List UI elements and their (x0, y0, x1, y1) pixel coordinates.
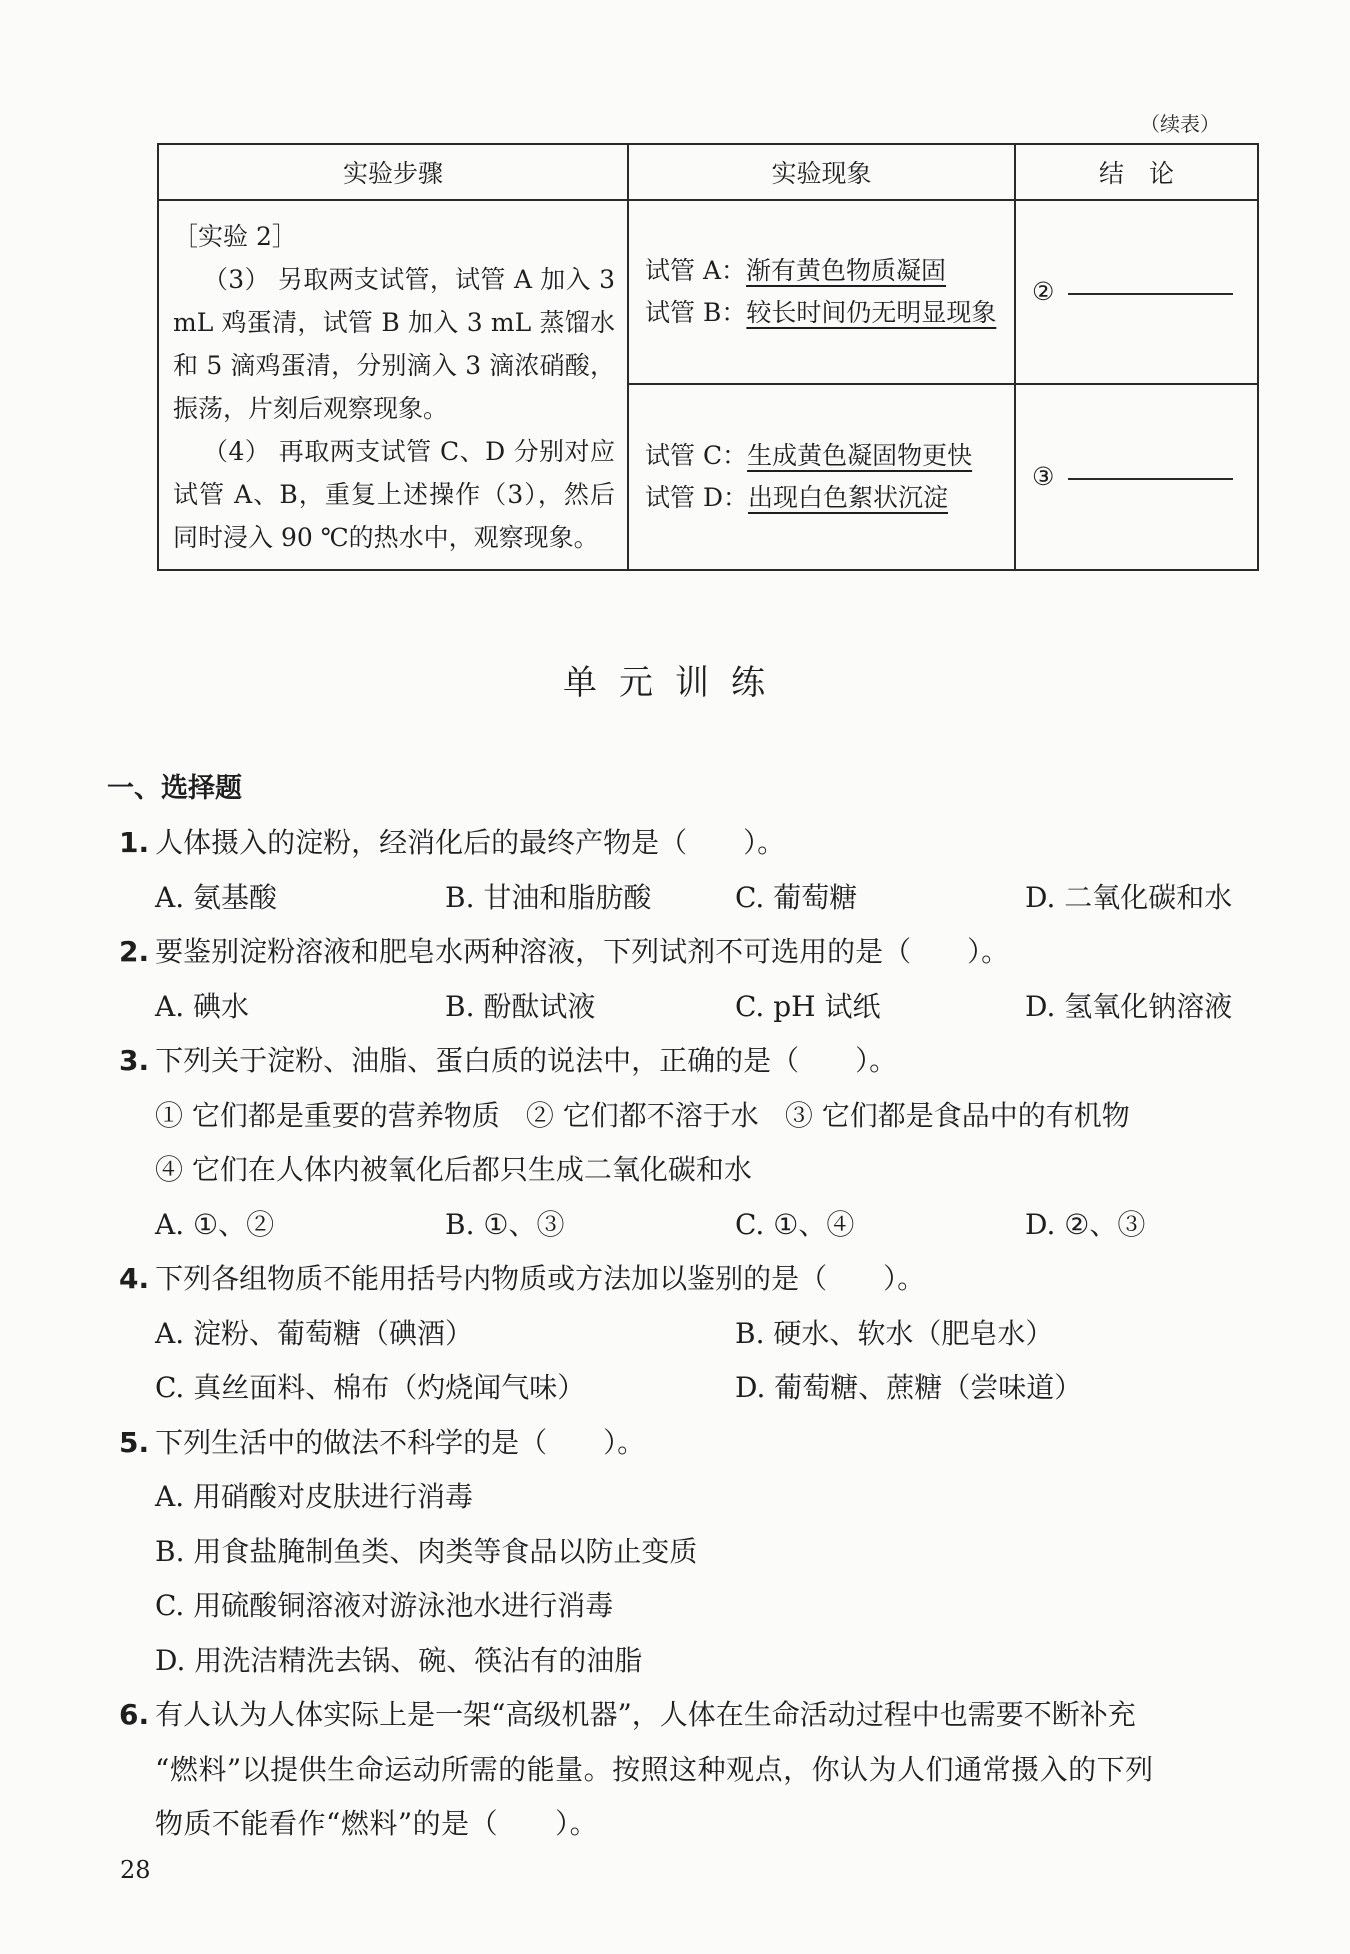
option-b[interactable]: B. 甘油和脂肪酸 (445, 880, 652, 914)
option-c[interactable]: C. 葡萄糖 (735, 880, 858, 914)
observation-answer: 生成黄色凝固物更快 (747, 440, 973, 470)
question-stem-continued: 物质不能看作“燃料”的是（ ）。 (155, 1807, 599, 1840)
answer-blank[interactable] (1068, 292, 1233, 295)
observation-label: 试管 D： (645, 482, 748, 512)
conclusion-mark: ③ (1032, 462, 1055, 492)
conclusion-mark: ② (1032, 277, 1055, 307)
option-c[interactable]: C. ①、④ (735, 1207, 855, 1241)
steps-cell (158, 200, 628, 570)
part-heading: 一、选择题 (107, 773, 242, 804)
question-number: 2. (119, 935, 150, 968)
option-a[interactable]: A. ①、② (155, 1207, 275, 1241)
header-conclusion: 结 论 (1015, 144, 1258, 200)
option-d[interactable]: D. 二氧化碳和水 (1025, 880, 1233, 914)
question-number: 6. (119, 1698, 150, 1731)
option-b[interactable]: B. 用食盐腌制鱼类、肉类等食品以防止变质 (155, 1534, 698, 1568)
option-b[interactable]: B. 硬水、软水（肥皂水） (735, 1316, 1054, 1350)
question-1 (107, 816, 1257, 871)
options-row (107, 980, 1257, 1035)
question-number: 3. (119, 1044, 150, 1077)
step-3-text: （3） 另取两支试管，试管 A 加入 3 mL 鸡蛋清，试管 B 加入 3 mL 蒸馏水和 5 滴鸡蛋清，分别滴入 3 滴浓硝酸，振荡，片刻后观察现象。 (173, 265, 615, 423)
question-5 (107, 1416, 1257, 1471)
options-row (107, 1307, 1257, 1362)
option-a[interactable]: A. 碘水 (155, 989, 250, 1023)
table-row (158, 200, 1258, 384)
observation-label: 试管 C： (645, 440, 748, 470)
option-c[interactable]: C. pH 试纸 (735, 989, 881, 1023)
observation-answer: 较长时间仍无明显现象 (746, 297, 997, 327)
question-stem: 有人认为人体实际上是一架“高级机器”，人体在生命活动过程中也需要不断补充 (155, 1698, 1136, 1731)
table-header-row (158, 144, 1258, 200)
page-number: 28 (120, 1856, 151, 1884)
option-a[interactable]: A. 氨基酸 (155, 880, 278, 914)
conclusion-cell (1015, 384, 1258, 570)
option-b[interactable]: B. 酚酞试液 (445, 989, 596, 1023)
option-a[interactable]: A. 用硝酸对皮肤进行消毒 (155, 1480, 474, 1513)
experiment-table (157, 143, 1259, 571)
option-d[interactable]: D. ②、③ (1025, 1207, 1146, 1241)
option-a[interactable]: A. 淀粉、葡萄糖（碘酒） (155, 1316, 474, 1350)
option-d[interactable]: D. 氢氧化钠溶液 (1025, 989, 1233, 1023)
question-number: 1. (119, 826, 150, 859)
statement-item: ② 它们都不溶于水 (525, 1098, 759, 1132)
options-row (107, 1361, 1257, 1416)
option-b[interactable]: B. ①、③ (445, 1207, 565, 1241)
question-stem-continued: “燃料”以提供生命运动所需的能量。按照这种观点，你认为人们通常摄入的下列 (155, 1752, 1154, 1786)
option-d[interactable]: D. 用洗洁精洗去锅、碗、筷沾有的油脂 (155, 1643, 643, 1677)
statement-item: ③ 它们都是食品中的有机物 (784, 1098, 1130, 1132)
question-stem: 下列各组物质不能用括号内物质或方法加以鉴别的是（ ）。 (155, 1262, 926, 1295)
observation-label: 试管 A： (645, 255, 747, 285)
observation-cell (628, 200, 1015, 384)
question-2 (107, 925, 1257, 980)
observation-line (645, 435, 1014, 477)
section-title: 单元训练 (563, 663, 787, 703)
conclusion-cell (1015, 200, 1258, 384)
statement-item: ① 它们都是重要的营养物质 (155, 1098, 500, 1132)
answer-blank[interactable] (1068, 477, 1233, 480)
observation-line (645, 292, 1014, 334)
observation-answer: 渐有黄色物质凝固 (746, 255, 947, 285)
question-3 (107, 1034, 1257, 1089)
observation-answer: 出现白色絮状沉淀 (748, 482, 949, 512)
observation-line (645, 477, 1014, 519)
question-list (107, 762, 1257, 1852)
observation-cell (628, 384, 1015, 570)
question-stem: 要鉴别淀粉溶液和肥皂水两种溶液，下列试剂不可选用的是（ ）。 (155, 935, 1010, 968)
header-steps: 实验步骤 (158, 144, 628, 200)
experiment-title: ［实验 2］ (173, 222, 297, 251)
option-c[interactable]: C. 真丝面料、棉布（灼烧闻气味） (155, 1371, 586, 1404)
header-observations: 实验现象 (628, 144, 1015, 200)
observation-line (645, 250, 1014, 292)
question-4 (107, 1252, 1257, 1307)
question-stem: 下列生活中的做法不科学的是（ ）。 (155, 1425, 646, 1459)
option-c[interactable]: C. 用硫酸铜溶液对游泳池水进行消毒 (155, 1589, 614, 1622)
question-stem: 人体摄入的淀粉，经消化后的最终产物是（ ）。 (155, 826, 786, 859)
question-6 (107, 1688, 1257, 1743)
statement-list (107, 1143, 1257, 1198)
observation-label: 试管 B： (645, 297, 747, 327)
continued-table-label: （续表） (1140, 112, 1220, 136)
step-4-text: （4） 再取两支试管 C、D 分别对应试管 A、B，重复上述操作（3），然后同时浸入 90 ℃的热水中，观察现象。 (173, 437, 615, 552)
question-number: 4. (119, 1262, 150, 1295)
options-row (107, 871, 1257, 926)
statement-list (107, 1089, 1257, 1144)
statement-item: ④ 它们在人体内被氧化后都只生成二氧化碳和水 (155, 1153, 752, 1186)
option-d[interactable]: D. 葡萄糖、蔗糖（尝味道） (735, 1371, 1083, 1404)
options-row (107, 1198, 1257, 1253)
question-number: 5. (119, 1425, 150, 1459)
question-stem: 下列关于淀粉、油脂、蛋白质的说法中，正确的是（ ）。 (155, 1044, 898, 1077)
